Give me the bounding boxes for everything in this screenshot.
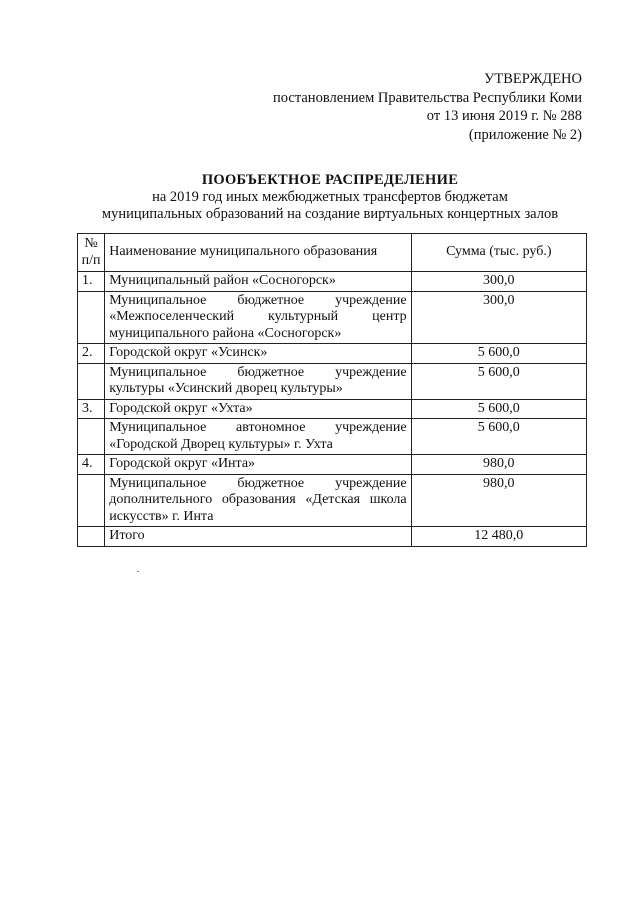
header-number: № п/п [78, 234, 105, 272]
row-number: 3. [78, 399, 105, 419]
total-sum: 12 480,0 [411, 527, 586, 547]
row-sum: 5 600,0 [411, 419, 586, 455]
row-sum: 980,0 [411, 455, 586, 475]
table-row [78, 419, 587, 455]
row-sum: 5 600,0 [411, 344, 586, 364]
document-subtitle-line1: на 2019 год иных межбюджетных трансфертов бюджетам [152, 189, 508, 205]
row-name: Муниципальное бюджетное учреждение дополнительного образования «Детская школа искусств» г. Инта [105, 474, 411, 527]
table-row [78, 344, 587, 364]
row-name: Муниципальное бюджетное учреждение культуры «Усинский дворец культуры» [105, 363, 411, 399]
row-sum: 5 600,0 [411, 363, 586, 399]
row-number [78, 474, 105, 527]
total-label: Итого [105, 527, 411, 547]
row-number: 1. [78, 272, 105, 292]
approval-appendix: (приложение № 2) [468, 126, 582, 143]
row-number: 2. [78, 344, 105, 364]
table-row [78, 291, 587, 344]
row-name: Городской округ «Инта» [105, 455, 411, 475]
table-row [78, 272, 587, 292]
scan-speck [137, 571, 139, 572]
header-sum: Сумма (тыс. руб.) [411, 234, 586, 272]
row-name: Городской округ «Ухта» [105, 399, 411, 419]
row-name: Муниципальное бюджетное учреждение «Межпоселенческий культурный центр муниципального района «Сосногорск» [105, 291, 411, 344]
row-number [78, 419, 105, 455]
row-sum: 300,0 [411, 291, 586, 344]
row-sum: 5 600,0 [411, 399, 586, 419]
approval-stamp [273, 70, 582, 144]
table-row [78, 399, 587, 419]
row-name: Муниципальное автономное учреждение «Городской Дворец культуры» г. Ухта [105, 419, 411, 455]
table-row [78, 455, 587, 475]
document-subtitle-line2: муниципальных образований на создание виртуальных концертных залов [101, 206, 559, 222]
row-number [78, 291, 105, 344]
row-number [78, 363, 105, 399]
row-sum: 980,0 [411, 474, 586, 527]
approval-title: УТВЕРЖДЕНО [484, 71, 582, 87]
approval-decree: постановлением Правительства Республики Коми [273, 89, 582, 106]
table-row [78, 363, 587, 399]
distribution-table [77, 233, 587, 547]
approval-date: от 13 июня 2019 г. № 288 [426, 108, 582, 124]
table-total-row [78, 527, 587, 547]
row-name: Муниципальный район «Сосногорск» [105, 272, 411, 292]
row-sum: 300,0 [411, 272, 586, 292]
table-row [78, 474, 587, 527]
document-title [60, 172, 600, 223]
table-header-row [78, 234, 587, 272]
header-name: Наименование муниципального образования [105, 234, 411, 272]
document-heading: ПООБЪЕКТНОЕ РАСПРЕДЕЛЕНИЕ [201, 172, 459, 188]
row-name: Городской округ «Усинск» [105, 344, 411, 364]
row-number: 4. [78, 455, 105, 475]
total-number [78, 527, 105, 547]
